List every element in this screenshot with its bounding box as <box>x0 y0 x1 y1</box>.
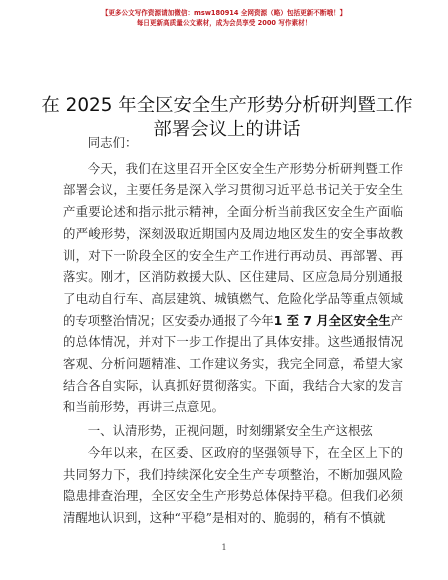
paragraph-intro <box>63 158 403 418</box>
bold-highlight: 1 至 7 月全区安全生 <box>273 312 391 328</box>
page-number: 1 <box>221 543 227 552</box>
promo-banner-line1: 【更多公文写作资源请加微信：msw180914 全网资源（略）包括更新不断哦！】 <box>101 9 347 17</box>
document-title: 在 2025 年全区安全生产形势分析研判暨工作部署会议上的讲话 <box>41 95 413 140</box>
salutation: 同志们： <box>87 135 138 150</box>
promo-banner-line2: 每日更新高质量公文素材，成为会员享受 2000 写作素材！ <box>136 19 312 27</box>
paragraph-situation: 今年以来，在区委、区政府的坚强领导下，在全区上下的共同努力下，我们持续深化安全生产专项整治，不断加强风险隐患排查治理，全区安全生产形势总体保持平稳。但我们必须清醒地认识到，这种“平稳”是相对的、脆弱的，稍有不慎就 <box>63 444 403 525</box>
paragraph-intro-text: 今天，我们在这里召开全区安全生产形势分析研判暨工作部署会议，主要任务是深入学习贯彻习近平总书记关于安全生产重要论述和指示批示精神，全面分析当前我区安全生产面临的严峻形势，深刻汲取近期国内及周边地区发生的安全事故教训，对下一阶段全区的安全生产工作进行再动员、再部署、再落实。刚才，区消防救援大队、区住建局、区应急局分别通报了电动自行车、高层建筑、城镇燃气、危险化学品等重点领域的专项整治情况；区安委办通报了今年 <box>63 160 403 328</box>
section-heading-1: 一、认清形势，正视问题，时刻绷紧安全生产这根弦 <box>87 423 373 439</box>
document-body <box>63 132 403 529</box>
paragraph-intro-text-continued: 产的总体情况，并对下一步工作提出了具体安排。这些通报情况客观、分析问题精准、工作建议务实，我完全同意，希望大家结合各自实际，认真抓好贯彻落实。下面，我结合大家的发言和当前形势，再讲三点意见。 <box>63 312 403 415</box>
